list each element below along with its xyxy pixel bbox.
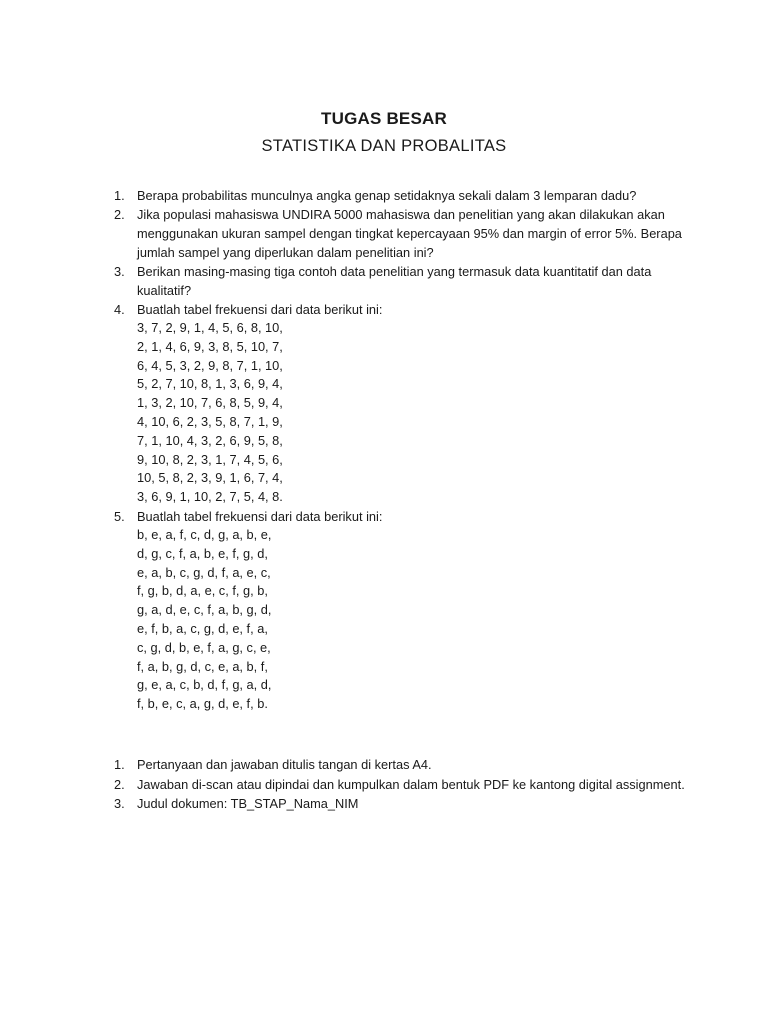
data-line: 6, 4, 5, 3, 2, 9, 8, 7, 1, 10, [137,357,283,373]
document-subtitle: STATISTIKA DAN PROBALITAS [261,137,507,155]
data-line: e, f, b, a, c, g, d, e, f, a, [137,620,268,636]
data-line: f, b, e, c, a, g, d, e, f, b. [137,696,268,712]
instruction-2 [114,775,714,795]
question-text: Berapa probabilitas munculnya angka genap setidaknya sekali dalam 3 lemparan dadu? [137,188,637,203]
question-number: 2. [114,207,125,222]
data-line: 4, 10, 6, 2, 3, 5, 8, 7, 1, 9, [137,413,283,429]
data-line: 3, 7, 2, 9, 1, 4, 5, 6, 8, 10, [137,320,283,335]
question-number: 4. [114,302,125,317]
data-line: 7, 1, 10, 4, 3, 2, 6, 9, 5, 8, [137,432,283,448]
data-line: 2, 1, 4, 6, 9, 3, 8, 5, 10, 7, [137,338,283,354]
data-line: b, e, a, f, c, d, g, a, b, e, [137,526,272,542]
instruction-text: Jawaban di-scan atau dipindai dan kumpulkan dalam bentuk PDF ke kantong digital assignment. [137,776,685,792]
question-text: Buatlah tabel frekuensi dari data berikut ini: [137,508,383,524]
letter-data-block [137,526,694,714]
data-line: 10, 5, 8, 2, 3, 9, 1, 6, 7, 4, [137,470,283,486]
question-text: Berikan masing-masing tiga contoh data penelitian yang termasuk data kuantitatif dan data kualitatif? [137,264,652,298]
instruction-number: 1. [114,757,125,772]
question-text: Buatlah tabel frekuensi dari data berikut ini: [137,302,383,317]
question-4 [114,300,694,507]
question-number: 5. [114,508,125,524]
data-line: e, a, b, c, g, d, f, a, e, c, [137,564,271,580]
data-line: g, a, d, e, c, f, a, b, g, d, [137,602,272,618]
instruction-number: 2. [114,776,125,792]
question-3 [114,262,694,300]
data-line: 9, 10, 8, 2, 3, 1, 7, 4, 5, 6, [137,451,283,467]
instruction-text: Pertanyaan dan jawaban ditulis tangan di kertas A4. [137,757,432,772]
instruction-number: 3. [114,796,125,811]
question-2 [114,205,694,262]
instruction-list [114,755,714,814]
data-line: g, e, a, c, b, d, f, g, a, d, [137,677,272,693]
data-line: c, g, d, b, e, f, a, g, c, e, [137,639,271,655]
data-line: f, a, b, g, d, c, e, a, b, f, [137,658,268,674]
data-line: 5, 2, 7, 10, 8, 1, 3, 6, 9, 4, [137,376,283,392]
document-title: TUGAS BESAR [321,109,447,128]
instruction-1 [114,755,714,775]
data-line: 1, 3, 2, 10, 7, 6, 8, 5, 9, 4, [137,395,283,411]
data-line: f, g, b, d, a, e, c, f, g, b, [137,583,268,599]
numeric-data-block [137,319,694,507]
question-number: 3. [114,264,125,279]
question-5 [114,507,694,714]
instruction-text: Judul dokumen: TB_STAP_Nama_NIM [137,796,359,811]
question-list [114,186,694,714]
question-1 [114,186,694,205]
question-text: Jika populasi mahasiswa UNDIRA 5000 mahasiswa dan penelitian yang akan dilakukan akan menggunakan ukuran sampel dengan tingkat kepercayaan 95% dan margin of error 5%. Berapa jumlah sampel yang diperlukan dalam penelitian ini? [137,207,682,260]
data-line: 3, 6, 9, 1, 10, 2, 7, 5, 4, 8. [137,489,283,505]
data-line: d, g, c, f, a, b, e, f, g, d, [137,545,268,561]
instruction-3 [114,794,714,814]
question-number: 1. [114,188,125,203]
